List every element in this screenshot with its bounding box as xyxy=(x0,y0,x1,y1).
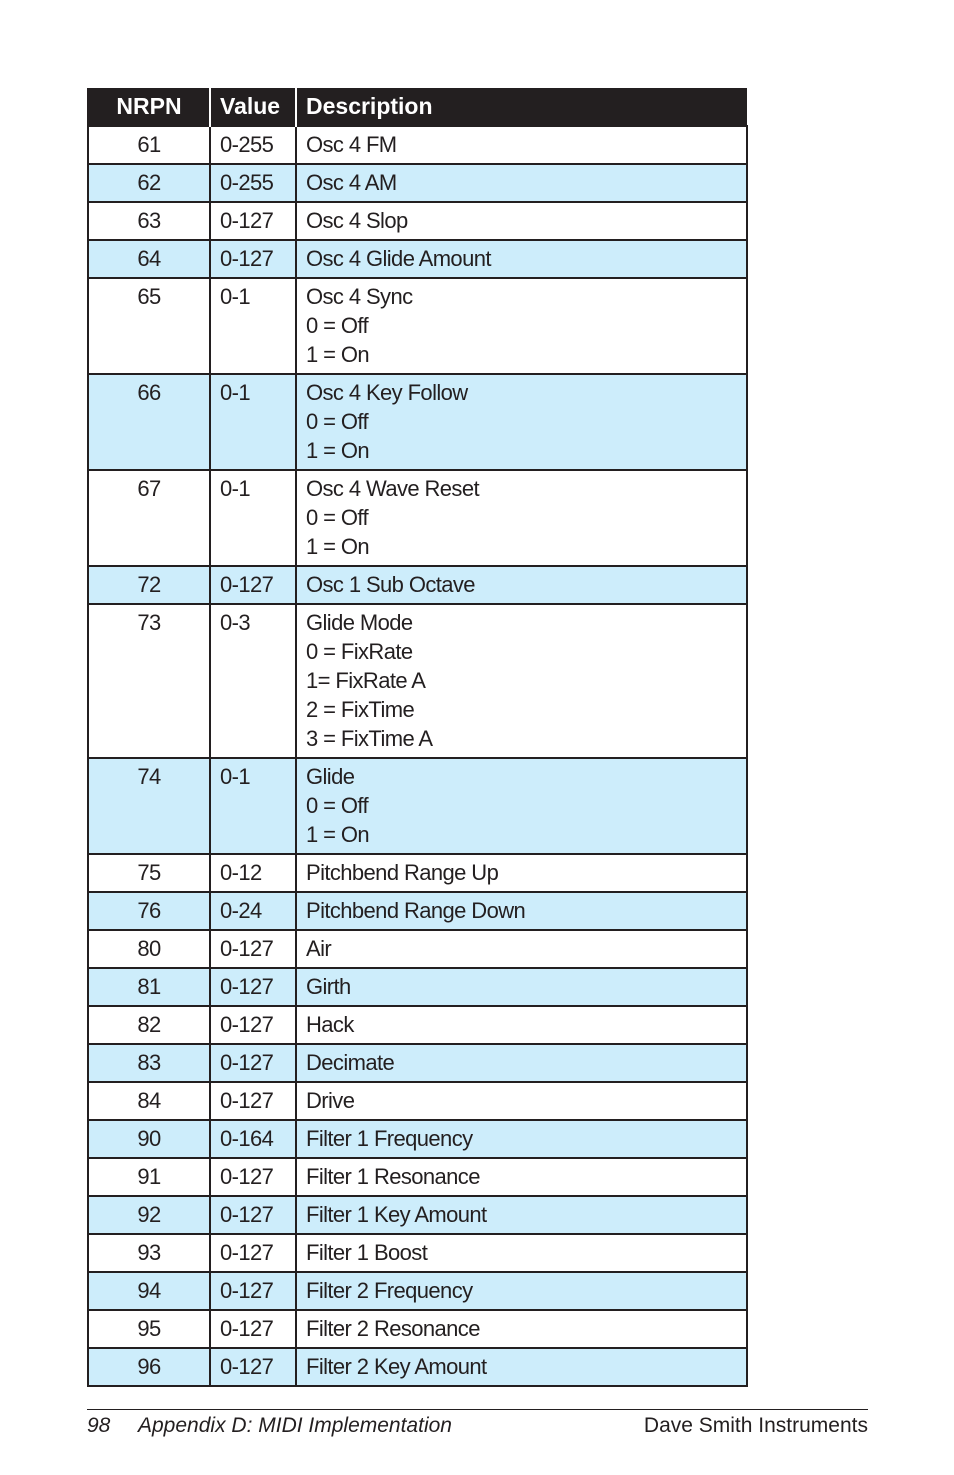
description-line: 0 = Off xyxy=(306,505,369,530)
nrpn-cell: 83 xyxy=(88,1044,210,1082)
description-line: Osc 4 AM xyxy=(306,170,397,195)
description-cell xyxy=(296,164,747,202)
value-cell: 0-127 xyxy=(210,1348,296,1386)
value-cell: 0-24 xyxy=(210,892,296,930)
value-cell: 0-127 xyxy=(210,240,296,278)
table-row xyxy=(88,240,747,278)
description-cell xyxy=(296,126,747,164)
description-cell xyxy=(296,278,747,374)
value-cell: 0-127 xyxy=(210,202,296,240)
description-line: Girth xyxy=(306,974,351,999)
table-row xyxy=(88,470,747,566)
description-line: 3 = FixTime A xyxy=(306,726,433,751)
description-line: Osc 4 Wave Reset xyxy=(306,476,479,501)
value-cell: 0-255 xyxy=(210,164,296,202)
description-line: Osc 4 FM xyxy=(306,132,397,157)
value-cell: 0-164 xyxy=(210,1120,296,1158)
description-cell xyxy=(296,968,747,1006)
description-line: 0 = Off xyxy=(306,313,369,338)
description-line: Filter 1 Boost xyxy=(306,1240,428,1265)
description-line: 1 = On xyxy=(306,438,370,463)
nrpn-cell: 90 xyxy=(88,1120,210,1158)
table-row xyxy=(88,1310,747,1348)
description-line: Osc 4 Glide Amount xyxy=(306,246,491,271)
description-cell xyxy=(296,202,747,240)
description-line: Drive xyxy=(306,1088,355,1113)
table-row xyxy=(88,126,747,164)
value-cell: 0-127 xyxy=(210,1272,296,1310)
table-row xyxy=(88,1272,747,1310)
value-cell: 0-1 xyxy=(210,374,296,470)
nrpn-cell: 63 xyxy=(88,202,210,240)
nrpn-cell: 81 xyxy=(88,968,210,1006)
value-cell: 0-127 xyxy=(210,1196,296,1234)
description-line: Filter 2 Frequency xyxy=(306,1278,473,1303)
table-row xyxy=(88,1234,747,1272)
value-cell: 0-12 xyxy=(210,854,296,892)
description-cell xyxy=(296,1158,747,1196)
table-row xyxy=(88,604,747,758)
company-name: Dave Smith Instruments xyxy=(643,1414,868,1437)
nrpn-cell: 93 xyxy=(88,1234,210,1272)
description-line: 1 = On xyxy=(306,822,370,847)
nrpn-cell: 65 xyxy=(88,278,210,374)
description-line: 1 = On xyxy=(306,342,370,367)
description-line: Osc 4 Sync xyxy=(306,284,413,309)
value-cell: 0-127 xyxy=(210,1044,296,1082)
nrpn-cell: 80 xyxy=(88,930,210,968)
nrpn-cell: 62 xyxy=(88,164,210,202)
nrpn-cell: 67 xyxy=(88,470,210,566)
nrpn-cell: 82 xyxy=(88,1006,210,1044)
description-cell xyxy=(296,1310,747,1348)
table-row xyxy=(88,1196,747,1234)
value-cell: 0-127 xyxy=(210,968,296,1006)
description-cell xyxy=(296,566,747,604)
nrpn-cell: 64 xyxy=(88,240,210,278)
description-line: Pitchbend Range Down xyxy=(306,898,526,923)
description-cell xyxy=(296,1234,747,1272)
description-cell xyxy=(296,1082,747,1120)
value-cell: 0-1 xyxy=(210,278,296,374)
description-line: Pitchbend Range Up xyxy=(306,860,499,885)
nrpn-cell: 75 xyxy=(88,854,210,892)
table-row xyxy=(88,1158,747,1196)
table-body xyxy=(88,126,747,1386)
nrpn-cell: 95 xyxy=(88,1310,210,1348)
description-line: Filter 1 Resonance xyxy=(306,1164,480,1189)
section-title: Appendix D: MIDI Implementation xyxy=(138,1414,452,1437)
value-cell: 0-3 xyxy=(210,604,296,758)
nrpn-table xyxy=(87,88,748,1387)
table-row xyxy=(88,1348,747,1386)
value-cell: 0-127 xyxy=(210,1082,296,1120)
value-cell: 0-1 xyxy=(210,758,296,854)
description-cell xyxy=(296,240,747,278)
description-line: Osc 4 Slop xyxy=(306,208,408,233)
value-cell: 0-255 xyxy=(210,126,296,164)
table-row xyxy=(88,164,747,202)
header-value: Value xyxy=(210,88,296,126)
nrpn-cell: 76 xyxy=(88,892,210,930)
table-row xyxy=(88,1006,747,1044)
description-line: Filter 2 Resonance xyxy=(306,1316,480,1341)
table-row xyxy=(88,1082,747,1120)
value-cell: 0-127 xyxy=(210,1158,296,1196)
header-nrpn: NRPN xyxy=(88,88,210,126)
table-row xyxy=(88,968,747,1006)
table-row xyxy=(88,202,747,240)
description-cell xyxy=(296,604,747,758)
value-cell: 0-127 xyxy=(210,566,296,604)
header-description: Description xyxy=(296,88,747,126)
description-cell xyxy=(296,1120,747,1158)
description-cell xyxy=(296,1044,747,1082)
description-cell xyxy=(296,854,747,892)
description-line: Air xyxy=(306,936,332,961)
nrpn-cell: 84 xyxy=(88,1082,210,1120)
table-row xyxy=(88,758,747,854)
nrpn-cell: 96 xyxy=(88,1348,210,1386)
description-cell xyxy=(296,1348,747,1386)
page-footer xyxy=(87,1409,868,1437)
value-cell: 0-1 xyxy=(210,470,296,566)
description-line: Filter 2 Key Amount xyxy=(306,1354,487,1379)
nrpn-cell: 73 xyxy=(88,604,210,758)
value-cell: 0-127 xyxy=(210,1006,296,1044)
description-line: 0 = Off xyxy=(306,409,369,434)
description-cell xyxy=(296,470,747,566)
description-line: 1= FixRate A xyxy=(306,668,426,693)
description-line: 0 = FixRate xyxy=(306,639,413,664)
nrpn-cell: 91 xyxy=(88,1158,210,1196)
description-cell xyxy=(296,892,747,930)
nrpn-cell: 61 xyxy=(88,126,210,164)
description-cell xyxy=(296,374,747,470)
description-cell xyxy=(296,758,747,854)
description-cell xyxy=(296,1272,747,1310)
table-row xyxy=(88,374,747,470)
description-line: 1 = On xyxy=(306,534,370,559)
value-cell: 0-127 xyxy=(210,1310,296,1348)
page-number: 98 xyxy=(87,1414,111,1437)
description-line: Hack xyxy=(306,1012,354,1037)
description-cell xyxy=(296,1006,747,1044)
description-line: Filter 1 Key Amount xyxy=(306,1202,487,1227)
description-line: Osc 4 Key Follow xyxy=(306,380,468,405)
nrpn-cell: 74 xyxy=(88,758,210,854)
table-header xyxy=(88,88,747,126)
table-row xyxy=(88,566,747,604)
header-row xyxy=(88,88,747,126)
description-line: Filter 1 Frequency xyxy=(306,1126,473,1151)
value-cell: 0-127 xyxy=(210,930,296,968)
description-line: Glide xyxy=(306,764,355,789)
table-row xyxy=(88,1120,747,1158)
description-line: Osc 1 Sub Octave xyxy=(306,572,475,597)
nrpn-cell: 66 xyxy=(88,374,210,470)
nrpn-cell: 94 xyxy=(88,1272,210,1310)
description-line: Glide Mode xyxy=(306,610,413,635)
nrpn-cell: 92 xyxy=(88,1196,210,1234)
table-row xyxy=(88,892,747,930)
description-line: 2 = FixTime xyxy=(306,697,415,722)
table-row xyxy=(88,930,747,968)
table-row xyxy=(88,278,747,374)
description-cell xyxy=(296,930,747,968)
table-row xyxy=(88,1044,747,1082)
description-line: Decimate xyxy=(306,1050,395,1075)
nrpn-cell: 72 xyxy=(88,566,210,604)
value-cell: 0-127 xyxy=(210,1234,296,1272)
table-row xyxy=(88,854,747,892)
description-cell xyxy=(296,1196,747,1234)
description-line: 0 = Off xyxy=(306,793,369,818)
